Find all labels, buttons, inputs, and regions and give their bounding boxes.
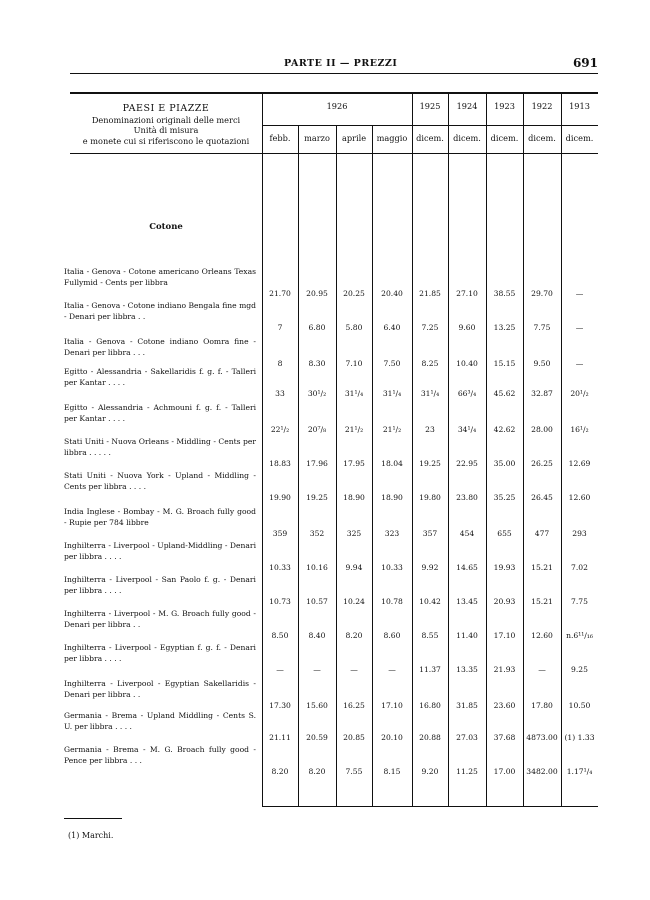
row-description: Inghilterra - Liverpool - Egyptian Sakellaridis - Denari per libbra . . (64, 679, 256, 699)
table-cell: 20.25 (343, 289, 365, 298)
table-cell: 352 (309, 529, 325, 538)
row-description: Germania - Brema - M. G. Broach fully good - Pence per libbra . . . (64, 745, 256, 765)
stub-header-line: Unità di misura (133, 125, 199, 135)
table-row (0, 367, 650, 399)
table-cell: 37.68 (493, 733, 516, 742)
table-cell: 17.00 (493, 767, 516, 776)
row-description: Italia - Genova - Cotone indiano Oomra fine - Denari per libbra . . . (64, 337, 256, 357)
table-cell: 42.62 (493, 425, 516, 434)
table-cell: 27.03 (456, 733, 478, 742)
table-cell: 20.93 (493, 597, 516, 606)
table-cell: 12.69 (568, 459, 591, 468)
table-cell: 20.10 (381, 733, 403, 742)
table-cell: 31.85 (456, 701, 478, 710)
table-cell: 8.25 (421, 359, 439, 368)
table-cell: 23.60 (493, 701, 516, 710)
footnote-rule (64, 818, 122, 819)
table-cell: 12.60 (531, 631, 553, 640)
table-cell: 35.25 (493, 493, 516, 502)
month-header: dicem. (453, 133, 481, 143)
table-cell: — (276, 665, 284, 674)
row-description: Germania - Brema - Upland Middling - Cents S. U. per libbra . . . . (64, 711, 256, 731)
year-group-rule (262, 125, 598, 126)
table-cell: 21¹/₂ (382, 425, 402, 434)
table-cell: 10.16 (306, 563, 328, 572)
table-cell: 357 (422, 529, 438, 538)
table-cell: 11.40 (456, 631, 478, 640)
table-cell: 18.04 (381, 459, 403, 468)
header-rule (70, 73, 598, 74)
month-header: maggio (376, 133, 408, 143)
row-description: Italia - Genova - Cotone indiano Bengala fine mgd - Denari per libbra . . (64, 301, 256, 321)
table-cell: 10.50 (568, 701, 591, 710)
table-cell: 23.80 (456, 493, 478, 502)
table-cell: 23 (425, 425, 435, 434)
table-cell: 454 (459, 529, 475, 538)
table-cell: 293 (572, 529, 587, 538)
table-cell: 15.21 (531, 563, 553, 572)
table-cell: 7.75 (533, 323, 551, 332)
table-cell: 7.55 (345, 767, 363, 776)
table-cell: 477 (534, 529, 550, 538)
table-cell: 20⁷/₈ (307, 425, 327, 434)
table-cell: 33 (275, 389, 285, 398)
month-header: marzo (304, 133, 330, 143)
table-cell: 8.55 (421, 631, 439, 640)
stub-header (72, 104, 260, 146)
table-cell: 8.40 (308, 631, 326, 640)
table-cell: 20.88 (419, 733, 441, 742)
table-row (0, 679, 650, 711)
table-cell: 3482.00 (526, 767, 558, 776)
table-cell: 27.10 (456, 289, 478, 298)
stub-header-title: PAESI E PIAZZE (122, 103, 210, 114)
table-row (0, 541, 650, 573)
table-cell: 8.60 (383, 631, 401, 640)
table-top-rule (70, 92, 598, 94)
year-header: 1924 (456, 101, 478, 111)
table-cell: 15.21 (531, 597, 553, 606)
table-cell: 18.83 (269, 459, 291, 468)
table-cell: — (313, 665, 321, 674)
row-description: India Inglese - Bombay - M. G. Broach fully good - Rupie per 784 libbre (64, 507, 256, 527)
row-description: Inghilterra - Liverpool - Egyptian f. g. f. - Denari per libbra . . . . (64, 643, 256, 663)
table-cell: 10.57 (306, 597, 328, 606)
stub-header-line: Denominazioni originali delle merci (91, 114, 241, 125)
table-cell: 15.15 (493, 359, 516, 368)
table-cell: 18.90 (381, 493, 403, 502)
table-cell: 35.00 (493, 459, 516, 468)
row-description: Inghilterra - Liverpool - M. G. Broach fully good - Denari per libbra . . (64, 609, 256, 629)
table-row (0, 609, 650, 641)
table-cell: 19.25 (306, 493, 328, 502)
table-cell: 31¹/₄ (420, 389, 440, 398)
row-description: Inghilterra - Liverpool - San Paolo f. g. - Denari per libbra . . . . (64, 575, 256, 595)
table-cell: 7.02 (571, 563, 588, 572)
table-cell: 19.80 (419, 493, 441, 502)
table-row (0, 643, 650, 675)
table-cell: 13.35 (456, 665, 478, 674)
table-cell: 7.50 (383, 359, 401, 368)
table-cell: 21.11 (269, 733, 291, 742)
table-row (0, 745, 650, 777)
table-cell: 17.96 (306, 459, 328, 468)
month-header: dicem. (490, 133, 519, 143)
table-cell: 26.25 (531, 459, 553, 468)
month-header: aprile (341, 133, 367, 143)
row-description: Stati Uniti - Nuova York - Upland - Middling - Cents per libbra . . . . (64, 471, 256, 491)
table-cell: (1) 1.33 (564, 733, 595, 742)
table-cell: 10.33 (381, 563, 403, 572)
table-cell: 8.20 (308, 767, 326, 776)
table-cell: 7.10 (345, 359, 363, 368)
month-header: dicem. (565, 133, 594, 143)
table-cell: 11.25 (456, 767, 478, 776)
table-cell: 22.95 (456, 459, 478, 468)
table-cell: 20¹/₂ (570, 389, 589, 398)
table-cell: 34¹/₄ (457, 425, 477, 434)
table-cell: 10.42 (419, 597, 441, 606)
running-head (70, 56, 598, 72)
table-cell: 10.73 (269, 597, 291, 606)
table-cell: 19.93 (493, 563, 516, 572)
table-cell: 15.60 (306, 701, 328, 710)
row-description: Italia - Genova - Cotone americano Orleans Texas Fullymid - Cents per libbra (64, 267, 256, 287)
table-cell: 17.95 (343, 459, 365, 468)
stub-header-line: e monete cui si riferiscono le quotazioni (82, 135, 250, 146)
header-bottom-rule (70, 153, 598, 154)
year-header: 1922 (531, 101, 553, 111)
table-cell: 13.45 (456, 597, 478, 606)
table-row (0, 301, 650, 333)
table-row (0, 437, 650, 469)
table-cell: 17.80 (531, 701, 553, 710)
table-cell: 6.40 (383, 323, 401, 332)
table-cell: — (538, 665, 546, 674)
table-cell: 11.37 (419, 665, 441, 674)
table-row (0, 575, 650, 607)
table-cell: 10.78 (381, 597, 403, 606)
table-cell: 1.17¹/₄ (566, 767, 593, 776)
month-header: dicem. (528, 133, 556, 143)
table-cell: 9.60 (458, 323, 476, 332)
page-number: 691 (572, 56, 598, 70)
table-cell: 9.94 (345, 563, 363, 572)
table-cell: 9.25 (571, 665, 588, 674)
table-cell: 9.92 (421, 563, 439, 572)
year-header: 1926 (326, 101, 348, 111)
table-cell: 17.10 (493, 631, 516, 640)
table-cell: 8 (277, 359, 283, 368)
table-cell: 22¹/₂ (270, 425, 290, 434)
table-cell: 30¹/₂ (307, 389, 327, 398)
table-cell: 31¹/₄ (382, 389, 402, 398)
table-cell: 8.15 (383, 767, 401, 776)
table-cell: 10.33 (269, 563, 291, 572)
footnote: (1) Marchi. (68, 831, 114, 840)
table-cell: 21.85 (419, 289, 441, 298)
table-cell: 31¹/₄ (344, 389, 364, 398)
row-description: Egitto - Alessandria - Sakellaridis f. g. f. - Talleri per Kantar . . . . (64, 367, 256, 387)
table-cell: 19.90 (269, 493, 291, 502)
table-cell: 14.65 (456, 563, 478, 572)
table-cell: 9.20 (421, 767, 439, 776)
row-description: Inghilterra - Liverpool - Upland-Middling - Denari per libbra . . . . (64, 541, 256, 561)
table-cell: 13.25 (493, 323, 516, 332)
table-cell: 323 (384, 529, 400, 538)
table-cell: — (575, 289, 584, 298)
table-cell: — (575, 359, 584, 368)
row-description: Egitto - Alessandria - Achmouni f. g. f. - Talleri per Kantar . . . . (64, 403, 256, 423)
table-cell: 21.93 (493, 665, 516, 674)
table-row (0, 267, 650, 299)
table-cell: 16.25 (343, 701, 365, 710)
table-cell: 21.70 (269, 289, 291, 298)
table-cell: 655 (497, 529, 512, 538)
year-header: 1913 (569, 101, 590, 111)
year-header: 1925 (419, 101, 441, 111)
table-cell: 359 (272, 529, 288, 538)
table-cell: 6.80 (308, 323, 326, 332)
table-cell: 20.95 (306, 289, 328, 298)
year-header: 1923 (494, 101, 515, 111)
table-cell: 8.20 (271, 767, 289, 776)
table-cell: 10.40 (456, 359, 478, 368)
table-row (0, 471, 650, 503)
table-row (0, 711, 650, 743)
table-bottom-rule (262, 806, 598, 807)
table-cell: 12.60 (568, 493, 591, 502)
table-cell: 21¹/₂ (344, 425, 364, 434)
table-cell: 26.45 (531, 493, 553, 502)
table-cell: 18.90 (343, 493, 365, 502)
table-cell: 9.50 (533, 359, 551, 368)
table-cell: — (388, 665, 396, 674)
table-cell: 7.25 (421, 323, 439, 332)
table-cell: 8.30 (308, 359, 326, 368)
table-cell: 28.00 (531, 425, 553, 434)
table-cell: 5.80 (345, 323, 363, 332)
table-cell: 7 (277, 323, 283, 332)
table-cell: 45.62 (493, 389, 516, 398)
table-cell: 17.30 (269, 701, 291, 710)
table-row (0, 337, 650, 369)
table-row (0, 507, 650, 539)
table-cell: 20.85 (343, 733, 365, 742)
table-cell: n.6¹¹/₁₆ (566, 631, 593, 640)
table-cell: 16¹/₂ (570, 425, 589, 434)
running-title: PARTE II — PREZZI (284, 58, 398, 69)
table-cell: 8.50 (271, 631, 289, 640)
table-cell: 8.20 (345, 631, 363, 640)
table-cell: 19.25 (419, 459, 441, 468)
table-cell: — (575, 323, 584, 332)
table-cell: 66³/₄ (457, 389, 477, 398)
table-cell: 16.80 (419, 701, 441, 710)
table-cell: — (350, 665, 358, 674)
row-description: Stati Uniti - Nuova Orleans - Middling - Cents per libbra . . . . . (64, 437, 256, 457)
table-cell: 7.75 (571, 597, 588, 606)
table-cell: 17.10 (381, 701, 403, 710)
table-cell: 38.55 (493, 289, 516, 298)
table-cell: 29.70 (531, 289, 553, 298)
table-cell: 4873.00 (526, 733, 558, 742)
table-cell: 10.24 (343, 597, 365, 606)
table-cell: 325 (346, 529, 362, 538)
section-heading: Cotone (149, 222, 183, 232)
table-row (0, 403, 650, 435)
table-cell: 32.87 (531, 389, 553, 398)
month-header: dicem. (416, 133, 444, 143)
table-cell: 20.40 (381, 289, 403, 298)
month-header: febb. (269, 133, 291, 143)
table-cell: 20.59 (306, 733, 328, 742)
